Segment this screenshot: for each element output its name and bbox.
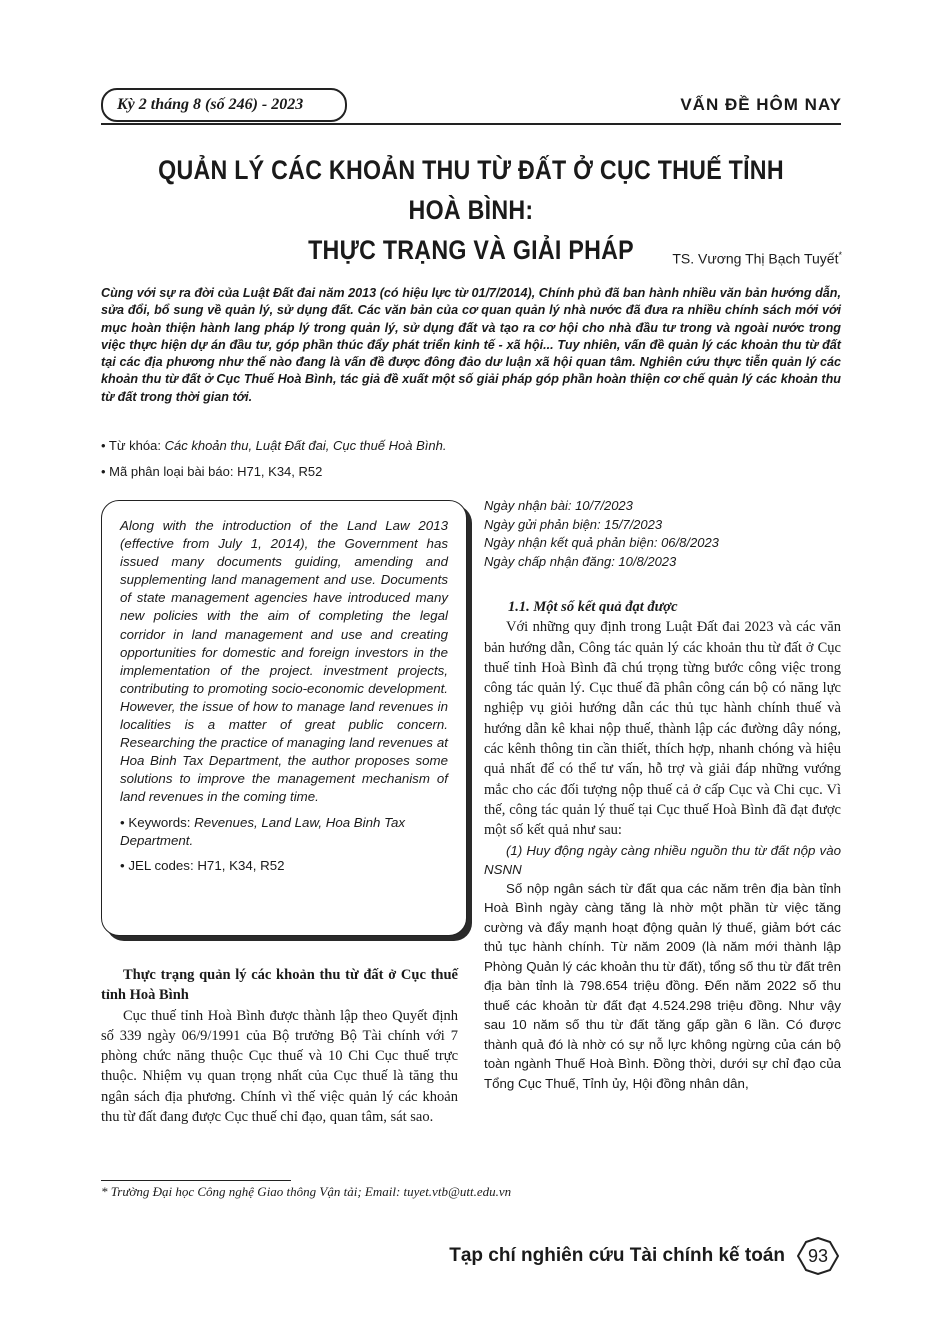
jel-codes: • JEL codes: H71, K34, R52 bbox=[120, 857, 285, 873]
english-abstract-box bbox=[101, 500, 467, 936]
header-rule bbox=[101, 123, 841, 125]
keywords-english-value: Revenues, Land Law, Hoa Binh Tax Department. bbox=[120, 814, 406, 848]
article-title-line2: THỰC TRẠNG VÀ GIẢI PHÁP bbox=[308, 235, 634, 265]
date-accepted: Ngày chấp nhận đăng: 10/8/2023 bbox=[484, 553, 677, 569]
author-name: TS. Vương Thị Bạch Tuyết bbox=[672, 250, 839, 267]
page-number-badge bbox=[797, 1237, 839, 1275]
right-column bbox=[484, 597, 841, 1093]
article-title-line1: QUẢN LÝ CÁC KHOẢN THU TỪ ĐẤT Ở CỤC THUẾ TỈNH HOÀ BÌNH: bbox=[158, 155, 784, 225]
author bbox=[672, 250, 842, 267]
keywords-vietnamese bbox=[101, 438, 446, 453]
journal-name: Tạp chí nghiên cứu Tài chính kế toán bbox=[449, 1245, 785, 1266]
classification-vietnamese: • Mã phân loại bài báo: H71, K34, R52 bbox=[101, 464, 323, 479]
keywords-vietnamese-label: • Từ khóa: bbox=[101, 438, 165, 453]
date-review-result: Ngày nhận kết quả phản biện: 06/8/2023 bbox=[484, 535, 719, 551]
abstract-vietnamese: Cùng với sự ra đời của Luật Đất đai năm 2013 (có hiệu lực từ 01/7/2014), Chính phủ đã ban hành nhiều văn bản hướng dẫn, sửa đổi, bổ sung về quản lý, sử dụng đất. Các văn bản của cơ quan quản lý nhà nước đã đưa ra nhiều chính sách mới với mục hoàn thiện hành lang pháp lý trong quản lý, sử dụng đất và tạo ra cơ hội cho nhà đầu tư trong và ngoài nước trong việc thực hiện dự án đầu tư, góp phần thúc đẩy phát triển kinh tế - xã hội... Tuy nhiên, vấn đề quản lý các khoản thu từ đất tại các địa phương như thế nào đang là vấn đề được đông đảo dư luận xã hội quan tâm. Nghiên cứu thực tiễn quản lý các khoản thu từ đất ở Cục Thuế Hoà Bình, tác giả đề xuất một số giải pháp góp phần hoàn thiện cơ chế quản lý các khoản thu từ đất trong thời gian tới. bbox=[101, 286, 841, 404]
right-paragraph-1: Với những quy định trong Luật Đất đai 2023 và các văn bản hướng dẫn, Công tác quản lý các khoản thu từ đất ở Cục thuế tỉnh Hoà Bình đã chú trọng từng bước công việc trong công tác quản lý. Cục thuế đã phân công cán bộ có năng lực nghiệp vụ giỏi hướng dẫn các thủ tục hành chính thuế và hướng dẫn kê khai nộp thuế, thành lập các đường dây nóng, các kênh thông tin cần thiết, thích hợp, nhanh chóng và hiệu quả nhất để có thể tư vấn, hỗ trợ và giải đáp những vướng mắc cho các đối tượng nộp thuế cả ở cấp Cục và Chi cục. Vì thế, công tác quản lý thuế tại Cục thuế Hoà Bình đã đạt được một số kết quả như sau: bbox=[484, 619, 841, 839]
page-number: 93 bbox=[807, 1246, 829, 1266]
right-heading: 1.1. Một số kết quả đạt được bbox=[508, 599, 678, 615]
keywords-english-label: • Keywords: bbox=[120, 814, 195, 830]
section-title: VẤN ĐỀ HÔM NAY bbox=[680, 95, 842, 114]
left-heading: Thực trạng quản lý các khoản thu từ đất ở Cục thuế tỉnh Hoà Bình bbox=[101, 967, 458, 1004]
left-paragraph-1: Cục thuế tỉnh Hoà Bình được thành lập theo Quyết định số 339 ngày 06/9/1991 của Bộ trưởng Bộ Tài chính với 7 phòng chức năng thuộc Cục thuế và 10 Chi Cục thuế trực thuộc. Nhiệm vụ quan trọng nhất của Cục thuế là tăng thu ngân sách địa phương. Chính vì thế việc quản lý các khoản thu từ đất đang được Cục thuế chỉ đạo, quan tâm, sát sao. bbox=[101, 1007, 458, 1126]
article-dates bbox=[484, 497, 719, 571]
keywords-english bbox=[120, 814, 448, 850]
footnote-rule bbox=[101, 1180, 291, 1181]
date-received: Ngày nhận bài: 10/7/2023 bbox=[484, 498, 633, 513]
author-footnote-mark: * bbox=[838, 250, 842, 260]
english-abstract: Along with the introduction of the Land Law 2013 (effective from July 1, 2014), the Government has issued many documents guiding, amending and supplementing land management and use. Documents of state management agencies have introduced many new policies with the aim of completing the legal corridor in land management and use and creating opportunities for domestic and foreign investors in the implementation of the project. investment projects, contributing to promoting socio-economic development. However, the issue of how to manage land revenues in localities is a matter of great public concern. Researching the practice of managing land revenues at Hoa Binh Tax Department, the author proposes some solutions to improve the management mechanism of land revenues in the coming time. bbox=[120, 518, 448, 805]
issue-label: Kỳ 2 tháng 8 (số 246) - 2023 bbox=[101, 88, 347, 122]
left-column bbox=[101, 965, 458, 1127]
right-paragraph-2: Số nộp ngân sách từ đất qua các năm trên địa bàn tỉnh Hoà Bình ngày càng tăng là nhờ một phần từ việc tăng cường và đẩy mạnh hoạt động quản lý thuế, giảm bớt các thủ tục hành chính. Từ năm 2009 (là năm mới thành lập Phòng Quản lý các khoản thu từ đất), tổng số thu từ đất trên địa bàn tỉnh là 798.654 triệu đồng. Đến năm 2022 số thu thuế các khoản từ đất đạt 4.524.298 triệu đồng. Như vậy sau 10 năm số thu từ đất tăng gấp gần 6 lần. Có được thành quả đó là nhờ có sự nỗ lực không ngừng của cán bộ toàn ngành Thuế Hoà Bình. Đồng thời, dưới sự chỉ đạo của Tổng Cục Thuế, Tỉnh ủy, Hội đồng nhân dân, bbox=[484, 880, 841, 1091]
date-sent-review: Ngày gửi phản biện: 15/7/2023 bbox=[484, 516, 663, 532]
keywords-vietnamese-value: Các khoản thu, Luật Đất đai, Cục thuế Hoà Bình. bbox=[164, 438, 447, 453]
footnote: * Trường Đại học Công nghệ Giao thông Vận tải; Email: tuyet.vtb@utt.edu.vn bbox=[101, 1184, 512, 1199]
right-subheading: (1) Huy động ngày càng nhiều nguồn thu từ đất nộp vào NSNN bbox=[484, 842, 841, 877]
